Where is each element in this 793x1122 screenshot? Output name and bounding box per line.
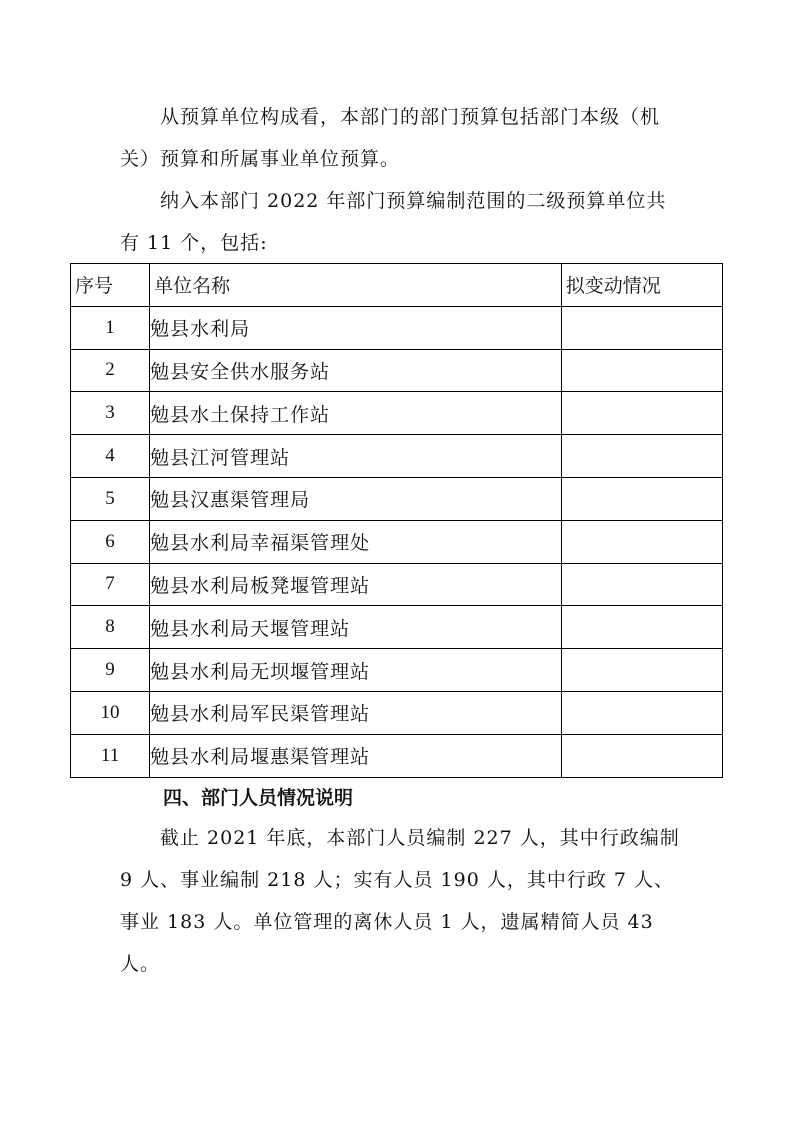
- row-change: [561, 520, 722, 563]
- header-index: 序号: [71, 264, 150, 307]
- row-unit-name: 勉县安全供水服务站: [150, 349, 562, 392]
- intro-paragraph: 从预算单位构成看，本部门的部门预算包括部门本级（机关）预算和所属事业单位预算。: [120, 106, 661, 170]
- row-unit-name: 勉县水利局堰惠渠管理站: [150, 734, 562, 777]
- row-unit-name: 勉县水利局无坝堰管理站: [150, 649, 562, 692]
- row-change: [561, 435, 722, 478]
- row-unit-name: 勉县水利局幸福渠管理处: [150, 520, 562, 563]
- table-row: [71, 691, 723, 734]
- row-change: [561, 349, 722, 392]
- section-heading: 四、部门人员情况说明: [163, 787, 354, 809]
- row-index: 10: [71, 691, 150, 734]
- header-unit-name: 单位名称: [150, 264, 562, 307]
- table-row: [71, 606, 723, 649]
- row-change: [561, 477, 722, 520]
- row-index: 6: [71, 520, 150, 563]
- table-row: [71, 306, 723, 349]
- staff-paragraph: 截止 2021 年底，本部门人员编制 227 人，其中行政编制 9 人、事业编制 218 人；实有人员 190 人，其中行政 7 人、事业 183 人。单位管理的离休人员 1 人，遗属精简人员 43 人。: [120, 827, 680, 975]
- budget-units-table: [70, 263, 723, 778]
- row-change: [561, 691, 722, 734]
- table-row: [71, 435, 723, 478]
- row-index: 3: [71, 392, 150, 435]
- row-index: 8: [71, 606, 150, 649]
- table-row: [71, 349, 723, 392]
- row-index: 2: [71, 349, 150, 392]
- row-index: 1: [71, 306, 150, 349]
- row-change: [561, 306, 722, 349]
- table-row: [71, 563, 723, 606]
- table-row: [71, 649, 723, 692]
- row-change: [561, 606, 722, 649]
- row-index: 11: [71, 734, 150, 777]
- row-change: [561, 734, 722, 777]
- row-unit-name: 勉县江河管理站: [150, 435, 562, 478]
- scope-paragraph: 纳入本部门 2022 年部门预算编制范围的二级预算单位共有 11 个，包括:: [120, 190, 667, 254]
- row-unit-name: 勉县水利局军民渠管理站: [150, 691, 562, 734]
- row-change: [561, 392, 722, 435]
- row-unit-name: 勉县水利局: [150, 306, 562, 349]
- row-index: 7: [71, 563, 150, 606]
- table-header-row: [71, 264, 723, 307]
- header-change: 拟变动情况: [561, 264, 722, 307]
- row-change: [561, 563, 722, 606]
- table-row: [71, 477, 723, 520]
- row-index: 5: [71, 477, 150, 520]
- row-unit-name: 勉县水土保持工作站: [150, 392, 562, 435]
- table-row: [71, 392, 723, 435]
- row-unit-name: 勉县水利局板凳堰管理站: [150, 563, 562, 606]
- row-index: 4: [71, 435, 150, 478]
- table-row: [71, 734, 723, 777]
- row-unit-name: 勉县汉惠渠管理局: [150, 477, 562, 520]
- row-change: [561, 649, 722, 692]
- table-row: [71, 520, 723, 563]
- row-unit-name: 勉县水利局天堰管理站: [150, 606, 562, 649]
- row-index: 9: [71, 649, 150, 692]
